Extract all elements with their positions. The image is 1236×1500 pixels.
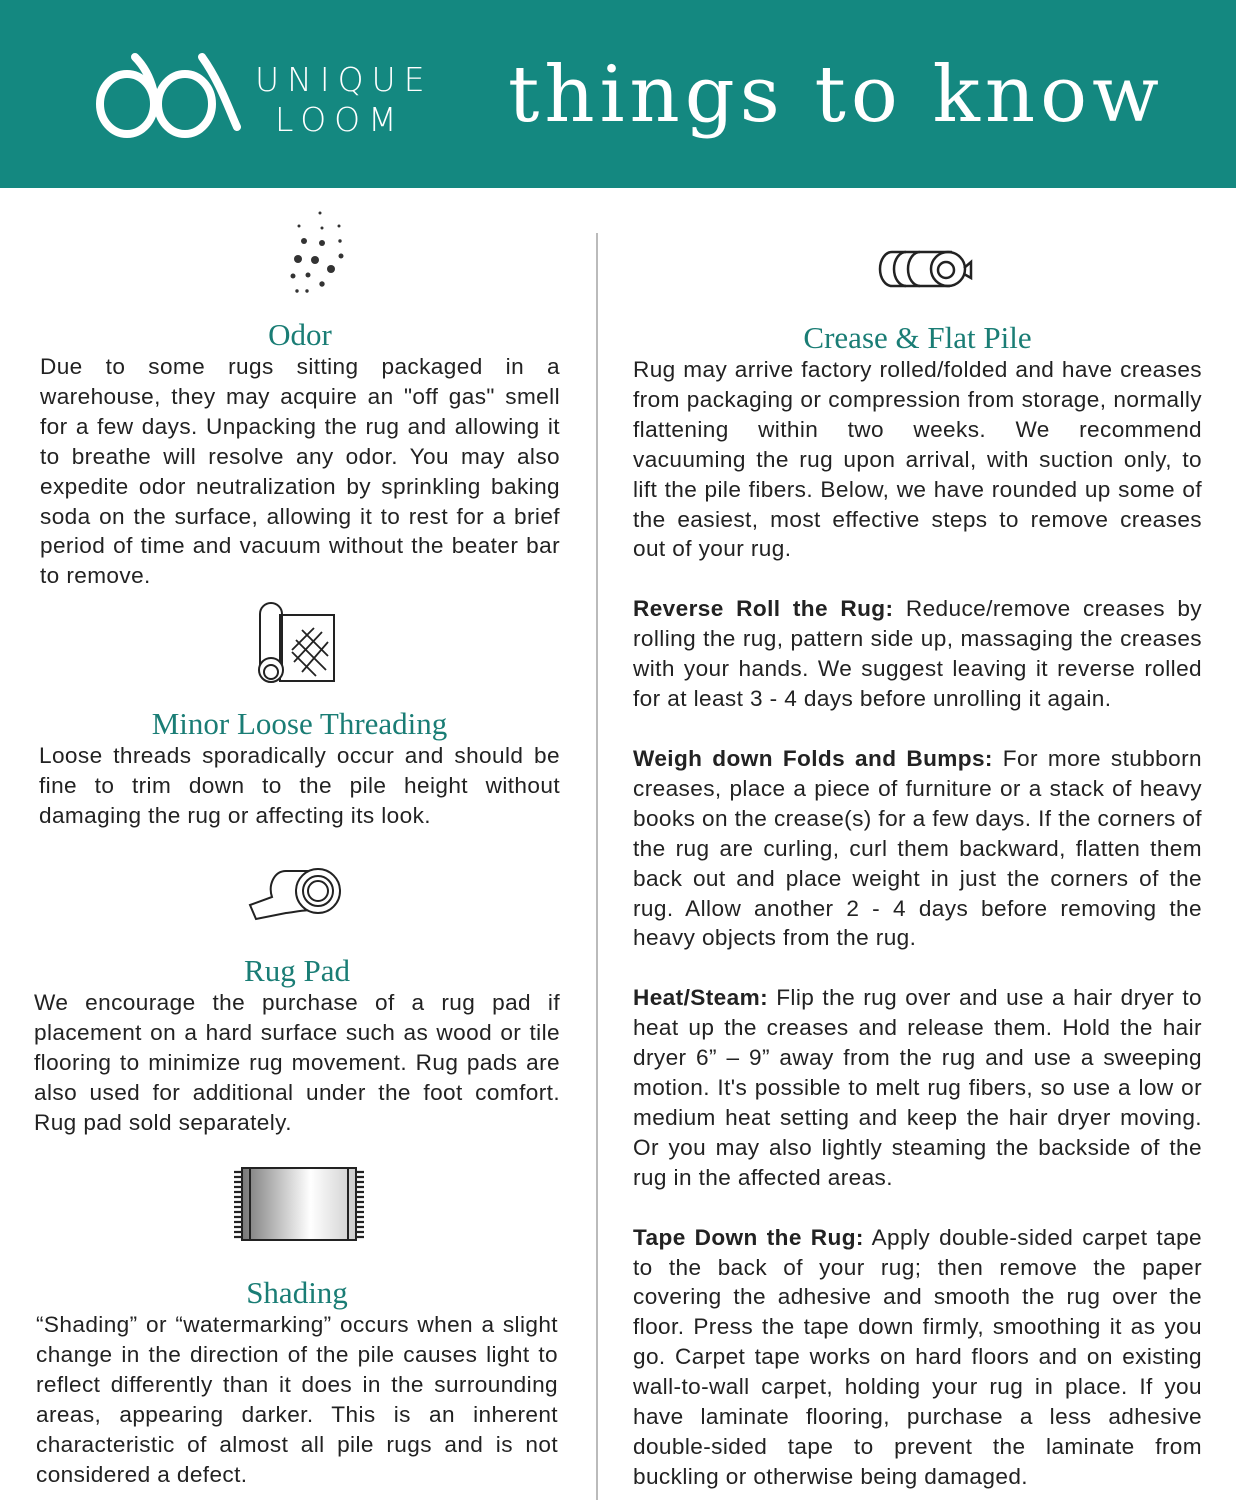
- section-title: Odor: [268, 317, 332, 352]
- page-title: things to know: [508, 50, 1164, 140]
- section-intro: Rug may arrive factory rolled/folded and have creases from packaging or compression from storage, normally flattening within two weeks. We recommend vacuuming the rug upon arrival, with suction only, to lift the pile fibers. Below, we have rounded up some of the easiest, most effective steps to remove creases out of your rug.: [633, 357, 1202, 562]
- shading-section: [36, 1276, 558, 1489]
- section-title: Shading: [246, 1275, 348, 1310]
- section-text: Loose threads sporadically occur and should be fine to trim down to the pile height without damaging the rug or affecting its look.: [39, 743, 560, 828]
- step-text: Flip the rug over and use a hair dryer to heat up the creases and release them. Hold the hair dryer 6” – 9” away from the rug and use a sweeping motion. It's possible to melt rug fibers, so use a low or medium heat setting and keep the hair dryer moving. Or you may also lightly steaming the backside of the rug in the affected areas.: [633, 985, 1202, 1190]
- step-heading: Tape Down the Rug:: [633, 1224, 864, 1250]
- section-text: We encourage the purchase of a rug pad if placement on a hard surface such as wood or tile flooring to minimize rug movement. Rug pads are also used for additional under the foot comfort. Rug pad sold separately.: [34, 990, 560, 1135]
- section-title: Minor Loose Threading: [151, 706, 448, 741]
- brand-name: [255, 60, 433, 140]
- step-text: For more stubborn creases, place a piece of furniture or a stack of heavy books on the crease(s) for a few days. If the corners of the rug are curling, curl them backward, flatten them back out and place weight in just the corners of the rug. Allow another 2 - 4 days before removing the heavy objects from the rug.: [633, 745, 1203, 951]
- odor-dots-icon: [282, 208, 352, 298]
- step-heading: Reverse Roll the Rug:: [633, 596, 894, 622]
- step-reverse-roll: [633, 594, 1202, 714]
- step-weigh-down: [633, 744, 1202, 953]
- rolled-rug-icon: [872, 248, 974, 290]
- unique-loom-logo-icon: [95, 52, 245, 142]
- step-heading: Weigh down Folds and Bumps:: [633, 745, 993, 771]
- loose-thread-icon: [256, 600, 338, 686]
- column-divider: [596, 233, 598, 1500]
- shading-rug-icon: [234, 1166, 364, 1242]
- section-text: “Shading” or “watermarking” occurs when a slight change in the direction of the pile causes light to reflect differently than it does in the surrounding areas, appearing darker. This is an inherent characteristic of almost all pile rugs and is not considered a defect.: [36, 1312, 558, 1487]
- step-tape-down: [633, 1223, 1202, 1492]
- odor-section: [40, 318, 560, 591]
- step-text: Reduce/remove creases by rolling the rug, pattern side up, massaging the creases with your hands. We suggest leaving it reverse rolled for at least 3 - 4 days before unrolling it again.: [633, 596, 1202, 712]
- section-text: Due to some rugs sitting packaged in a warehouse, they may acquire an "off gas" smell for a few days. Unpacking the rug and allowing it to breathe will resolve any odor. You may also expedite odor neutralization by sprinkling baking soda on the surface, allowing it to rest for a brief period of time and vacuum without the beater bar to remove.: [40, 354, 560, 589]
- section-title: Crease & Flat Pile: [803, 320, 1032, 355]
- rug-pad-section: [34, 954, 560, 1138]
- step-heading: Heat/Steam:: [633, 985, 768, 1011]
- section-title: Rug Pad: [244, 953, 350, 988]
- brand-line-2: LOOM: [275, 100, 405, 139]
- header-banner: [0, 0, 1236, 188]
- brand-line-1: UNIQUE: [255, 60, 433, 99]
- step-heat-steam: [633, 983, 1202, 1192]
- step-text: Apply double-sided carpet tape to the back of your rug; then remove the paper covering the adhesive and smooth the rug over the floor. Press the tape down firmly, smoothing it as you go. Carpet tape works on hard floors and on existing wall-to-wall carpet, holding your rug in place. If you have laminate flooring, purchase a less adhesive double-sided tape to prevent the laminate from buckling or otherwise being damaged.: [633, 1224, 1202, 1489]
- rug-pad-roll-icon: [246, 865, 346, 925]
- loose-threading-section: [39, 707, 560, 831]
- crease-flat-pile-section: [633, 321, 1202, 1492]
